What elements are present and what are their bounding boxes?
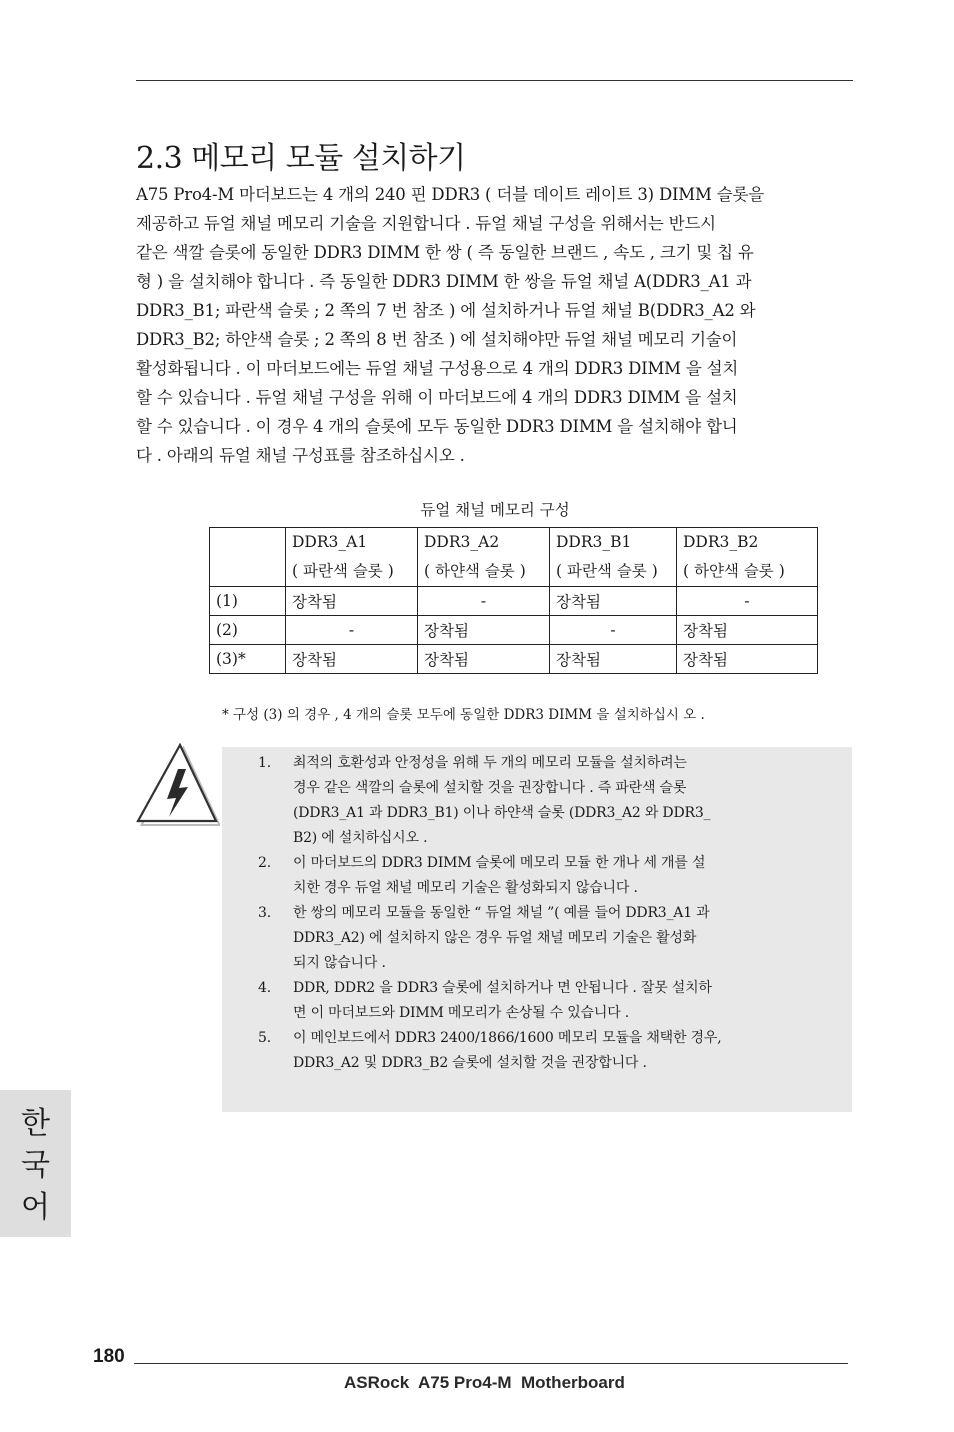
column-header-ddr3-b1 (550, 528, 677, 587)
row-label: (3)* (210, 645, 286, 674)
footer-product-name: ASRock A75 Pro4-M Motherboard (344, 1373, 625, 1392)
header-rule (136, 80, 853, 81)
table-cell: 장착됨 (550, 645, 677, 674)
column-slot-color: ( 하얀색 슬롯 ) (683, 562, 785, 580)
table-corner-cell (210, 528, 286, 587)
side-tab-char: 국 (21, 1148, 50, 1183)
body-line: 활성화됩니다 . 이 마더보드에는 듀얼 채널 구성용으로 4 개의 DDR3 DIMM 을 설치 (136, 359, 739, 378)
table-cell: 장착됨 (286, 645, 418, 674)
note-item (258, 851, 721, 901)
body-line: DDR3_B1; 파란색 슬롯 ; 2 쪽의 7 번 참조 ) 에 설치하거나 듀얼 채널 B(DDR3_A2 와 (136, 301, 756, 320)
page-number: 180 (93, 1346, 125, 1367)
table-cell: - (418, 587, 550, 616)
table-cell: 장착됨 (677, 616, 818, 645)
note-line: 이 마더보드의 DDR3 DIMM 슬롯에 메모리 모듈 한 개나 세 개를 설 (293, 855, 706, 871)
column-slot-color: ( 파란색 슬롯 ) (556, 562, 658, 580)
table-footnote: * 구성 (3) 의 경우 , 4 개의 슬롯 모두에 동일한 DDR3 DIMM 을 설치하십시 오 . (222, 707, 705, 723)
row-label: (1) (210, 587, 286, 616)
body-line: 할 수 있습니다 . 이 경우 4 개의 슬롯에 모두 동일한 DDR3 DIMM 을 설치해야 합니 (136, 417, 738, 436)
note-line: 이 메인보드에서 DDR3 2400/1866/1600 메모리 모듈을 채택한 경우, (293, 1030, 722, 1046)
dual-channel-config-table (209, 527, 818, 674)
body-line: A75 Pro4-M 마더보드는 4 개의 240 핀 DDR3 ( 더블 데이트 레이트 3) DIMM 슬롯을 (136, 185, 764, 204)
note-line: B2) 에 설치하십시오 . (293, 830, 428, 846)
table-cell: 장착됨 (418, 616, 550, 645)
body-line: 형 ) 을 설치해야 합니다 . 즉 동일한 DDR3 DIMM 한 쌍을 듀얼 채널 A(DDR3_A1 과 (136, 272, 752, 291)
note-number: 2. (258, 855, 271, 871)
language-side-tab (0, 1090, 71, 1237)
body-line: 할 수 있습니다 . 듀얼 채널 구성을 위해 이 마더보드에 4 개의 DDR3 DIMM 을 설치 (136, 388, 738, 407)
note-item (258, 901, 721, 976)
note-item (258, 751, 721, 851)
note-line: DDR3_A2) 에 설치하지 않은 경우 듀얼 채널 메모리 기술은 활성화 (293, 930, 697, 946)
table-cell: - (677, 587, 818, 616)
column-slot-name: DDR3_B1 (556, 533, 632, 551)
note-line: DDR, DDR2 을 DDR3 슬롯에 설치하거나 면 안됩니다 . 잘못 설치하 (293, 980, 712, 996)
footer-rule (134, 1363, 848, 1364)
column-slot-color: ( 파란색 슬롯 ) (292, 562, 394, 580)
body-line: 다 . 아래의 듀얼 채널 구성표를 참조하십시오 . (136, 446, 465, 465)
note-line: 최적의 호환성과 안정성을 위해 두 개의 메모리 모듈을 설치하려는 (293, 755, 687, 771)
side-tab-char: 어 (21, 1190, 50, 1225)
note-number: 4. (258, 980, 271, 996)
side-tab-char: 한 (21, 1106, 50, 1141)
body-line: 같은 색깔 슬롯에 동일한 DDR3 DIMM 한 쌍 ( 즉 동일한 브랜드 , 속도 , 크기 및 칩 유 (136, 243, 754, 262)
table-cell: 장착됨 (550, 587, 677, 616)
column-slot-name: DDR3_B2 (683, 533, 759, 551)
table-cell: 장착됨 (418, 645, 550, 674)
table-caption: 듀얼 채널 메모리 구성 (420, 501, 570, 519)
body-line: 제공하고 듀얼 채널 메모리 기술을 지원합니다 . 듀얼 채널 구성을 위해서는 반드시 (136, 214, 716, 233)
note-line: 치한 경우 듀얼 채널 메모리 기술은 활성화되지 않습니다 . (293, 880, 638, 896)
table-row (210, 616, 818, 645)
note-line: (DDR3_A1 과 DDR3_B1) 이나 하얀색 슬롯 (DDR3_A2 와 DDR3_ (293, 805, 711, 821)
body-line: DDR3_B2; 하얀색 슬롯 ; 2 쪽의 8 번 참조 ) 에 설치해야만 듀얼 채널 메모리 기술이 (136, 330, 738, 349)
note-line: DDR3_A2 및 DDR3_B2 슬롯에 설치할 것을 권장합니다 . (293, 1055, 647, 1071)
note-line: 면 이 마더보드와 DIMM 메모리가 손상될 수 있습니다 . (293, 1005, 630, 1021)
column-header-ddr3-b2 (677, 528, 818, 587)
note-number: 1. (258, 755, 271, 771)
notes-list (258, 751, 721, 1076)
row-label: (2) (210, 616, 286, 645)
column-slot-name: DDR3_A1 (292, 533, 368, 551)
table-cell: - (550, 616, 677, 645)
table-cell: 장착됨 (677, 645, 818, 674)
table-cell: - (286, 616, 418, 645)
table-cell: 장착됨 (286, 587, 418, 616)
note-line: 되지 않습니다 . (293, 955, 386, 971)
table-header-row (210, 528, 818, 587)
column-slot-name: DDR3_A2 (424, 533, 500, 551)
column-header-ddr3-a1 (286, 528, 418, 587)
warning-lightning-icon (134, 743, 220, 827)
note-line: 경우 같은 색깔의 슬롯에 설치할 것을 권장합니다 . 즉 파란색 슬롯 (293, 780, 687, 796)
body-paragraph (136, 180, 856, 470)
note-number: 3. (258, 905, 271, 921)
note-item (258, 976, 721, 1026)
column-slot-color: ( 하얀색 슬롯 ) (424, 562, 526, 580)
section-title: 2.3 메모리 모듈 설치하기 (136, 141, 466, 176)
note-item (258, 1026, 721, 1076)
table-row (210, 587, 818, 616)
column-header-ddr3-a2 (418, 528, 550, 587)
note-number: 5. (258, 1030, 271, 1046)
table-row (210, 645, 818, 674)
note-line: 한 쌍의 메모리 모듈을 동일한 “ 듀얼 채널 ”( 예를 들어 DDR3_A1 과 (293, 905, 710, 921)
